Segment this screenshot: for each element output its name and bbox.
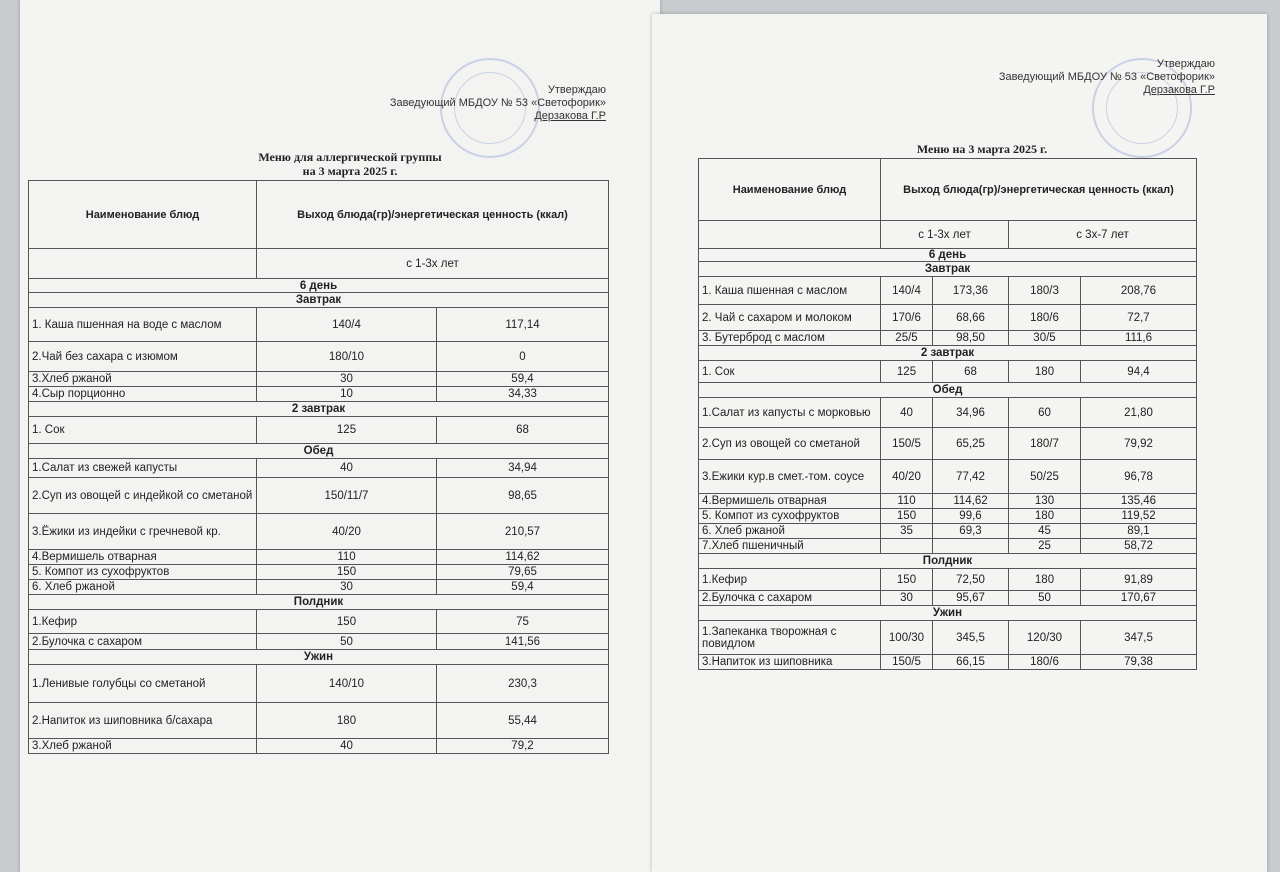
dish-name: 1.Кефир (29, 610, 257, 634)
table-row (699, 621, 1197, 655)
dish-name: 4.Вермишель отварная (699, 494, 881, 509)
dish-output: 50 (257, 634, 437, 650)
dish-kcal: 345,5 (933, 621, 1009, 655)
dish-kcal (933, 539, 1009, 554)
section-breakfast: Завтрак (699, 262, 1197, 277)
right-menu-table (698, 158, 1197, 670)
header-row (29, 181, 609, 249)
table-row (29, 459, 609, 478)
dish-kcal: 72,7 (1081, 305, 1197, 331)
section-row (699, 606, 1197, 621)
dish-output: 100/30 (881, 621, 933, 655)
head-title: Заведующий МБДОУ № 53 «Светофорик» (389, 97, 606, 109)
dish-output: 150/11/7 (257, 478, 437, 514)
dish-kcal: 21,80 (1081, 398, 1197, 428)
section-row (699, 554, 1197, 569)
dish-output: 150/5 (881, 655, 933, 670)
column-header-output: Выход блюда(гр)/энергетическая ценность (ккал) (881, 159, 1197, 221)
dish-output: 150 (881, 569, 933, 591)
table-row (29, 665, 609, 703)
dish-output: 40 (257, 459, 437, 478)
dish-output: 30 (257, 372, 437, 387)
section-breakfast2: 2 завтрак (699, 346, 1197, 361)
age-group-label: с 1-3х лет (257, 249, 609, 279)
dish-kcal: 79,2 (437, 739, 609, 754)
dish-kcal: 141,56 (437, 634, 609, 650)
dish-name: 2. Чай с сахаром и молоком (699, 305, 881, 331)
menu-title (200, 150, 500, 178)
table-row (29, 634, 609, 650)
dish-kcal: 65,25 (933, 428, 1009, 460)
dish-name: 3. Бутерброд с маслом (699, 331, 881, 346)
dish-kcal: 173,36 (933, 277, 1009, 305)
table-row (29, 417, 609, 444)
table-row (29, 387, 609, 402)
dish-name: 3.Хлеб ржаной (29, 372, 257, 387)
section-breakfast2: 2 завтрак (29, 402, 609, 417)
table-row (699, 569, 1197, 591)
left-menu-table (28, 180, 609, 754)
dish-kcal: 68,66 (933, 305, 1009, 331)
dish-name: 1.Салат из свежей капусты (29, 459, 257, 478)
dish-name: 1. Сок (699, 361, 881, 383)
dish-kcal: 119,52 (1081, 509, 1197, 524)
menu-title: Меню на 3 марта 2025 г. (916, 142, 1048, 156)
dish-output: 25/5 (881, 331, 933, 346)
dish-name: 5. Компот из сухофруктов (29, 565, 257, 580)
section-dinner: Ужин (699, 606, 1197, 621)
dish-name: 3.Ежики кур.в смет.-том. соусе (699, 460, 881, 494)
dish-output: 40/20 (881, 460, 933, 494)
section-row (699, 262, 1197, 277)
dish-output: 180/7 (1009, 428, 1081, 460)
dish-kcal: 34,94 (437, 459, 609, 478)
dish-output: 150/5 (881, 428, 933, 460)
dish-output: 110 (257, 550, 437, 565)
dish-name: 1. Каша пшенная с маслом (699, 277, 881, 305)
dish-kcal: 210,57 (437, 514, 609, 550)
section-row (29, 595, 609, 610)
dish-output: 40/20 (257, 514, 437, 550)
dish-name: 4.Вермишель отварная (29, 550, 257, 565)
head-title: Заведующий МБДОУ № 53 «Светофорик» (998, 71, 1215, 83)
table-row (699, 361, 1197, 383)
table-row (29, 703, 609, 739)
dish-output: 50 (1009, 591, 1081, 606)
dish-name: 3.Ёжики из индейки с гречневой кр. (29, 514, 257, 550)
dish-kcal: 208,76 (1081, 277, 1197, 305)
dish-kcal: 77,42 (933, 460, 1009, 494)
dish-kcal: 347,5 (1081, 621, 1197, 655)
dish-kcal: 75 (437, 610, 609, 634)
dish-name: 4.Сыр порционно (29, 387, 257, 402)
dish-name: 1.Салат из капусты с морковью (699, 398, 881, 428)
dish-name: 2.Булочка с сахаром (699, 591, 881, 606)
section-row (699, 346, 1197, 361)
dish-name: 1.Запеканка творожная с повидлом (699, 621, 881, 655)
dish-kcal: 117,14 (437, 308, 609, 342)
age-row (699, 221, 1197, 249)
dish-kcal: 55,44 (437, 703, 609, 739)
table-row (29, 514, 609, 550)
dish-kcal: 59,4 (437, 580, 609, 595)
section-lunch: Обед (699, 383, 1197, 398)
dish-output: 10 (257, 387, 437, 402)
dish-name: 1.Кефир (699, 569, 881, 591)
section-row (699, 383, 1197, 398)
table-row (29, 739, 609, 754)
head-signature: Дерзакова Г.Р (1143, 84, 1215, 96)
table-row (29, 610, 609, 634)
section-dinner: Ужин (29, 650, 609, 665)
table-row (699, 398, 1197, 428)
dish-output: 140/10 (257, 665, 437, 703)
table-row (699, 494, 1197, 509)
table-row (699, 524, 1197, 539)
dish-kcal: 34,96 (933, 398, 1009, 428)
menu-title-line1: Меню для аллергической группы (258, 150, 442, 164)
table-row (29, 580, 609, 595)
dish-name: 6. Хлеб ржаной (29, 580, 257, 595)
table-row (699, 460, 1197, 494)
table-row (29, 342, 609, 372)
dish-output: 40 (881, 398, 933, 428)
dish-output: 40 (257, 739, 437, 754)
table-row (699, 428, 1197, 460)
dish-kcal: 230,3 (437, 665, 609, 703)
section-lunch: Обед (29, 444, 609, 459)
dish-output: 25 (1009, 539, 1081, 554)
dish-kcal: 68 (933, 361, 1009, 383)
dish-output: 125 (881, 361, 933, 383)
dish-kcal: 89,1 (1081, 524, 1197, 539)
dish-name: 1.Ленивые голубцы со сметаной (29, 665, 257, 703)
day-row (29, 279, 609, 293)
dish-output: 125 (257, 417, 437, 444)
section-row (29, 402, 609, 417)
dish-output: 30/5 (1009, 331, 1081, 346)
dish-output: 180/3 (1009, 277, 1081, 305)
dish-output: 180 (257, 703, 437, 739)
dish-kcal: 170,67 (1081, 591, 1197, 606)
dish-kcal: 79,92 (1081, 428, 1197, 460)
dish-kcal: 99,6 (933, 509, 1009, 524)
dish-name: 2.Булочка с сахаром (29, 634, 257, 650)
day-label: 6 день (29, 279, 609, 293)
table-row (29, 372, 609, 387)
dish-output: 140/4 (257, 308, 437, 342)
table-row (699, 655, 1197, 670)
age-row (29, 249, 609, 279)
dish-name: 3.Хлеб ржаной (29, 739, 257, 754)
dish-name: 2.Чай без сахара с изюмом (29, 342, 257, 372)
dish-kcal: 94,4 (1081, 361, 1197, 383)
dish-kcal: 0 (437, 342, 609, 372)
section-snack: Полдник (699, 554, 1197, 569)
dish-output: 150 (257, 610, 437, 634)
dish-kcal: 69,3 (933, 524, 1009, 539)
dish-kcal: 114,62 (933, 494, 1009, 509)
dish-output: 180 (1009, 569, 1081, 591)
header-row (699, 159, 1197, 221)
dish-kcal: 111,6 (1081, 331, 1197, 346)
section-row (29, 293, 609, 308)
dish-name: 2.Напиток из шиповника б/сахара (29, 703, 257, 739)
table-row (699, 509, 1197, 524)
day-label: 6 день (699, 249, 1197, 262)
table-row (699, 539, 1197, 554)
section-row (29, 650, 609, 665)
table-row (29, 308, 609, 342)
dish-kcal: 72,50 (933, 569, 1009, 591)
dish-name: 2.Суп из овощей с индейкой со сметаной (29, 478, 257, 514)
dish-name: 5. Компот из сухофруктов (699, 509, 881, 524)
approval-label: Утверждаю (1156, 58, 1215, 70)
dish-kcal: 66,15 (933, 655, 1009, 670)
head-signature: Дерзакова Г.Р (534, 110, 606, 122)
dish-output: 180/6 (1009, 655, 1081, 670)
section-snack: Полдник (29, 595, 609, 610)
age-group-1: с 1-3х лет (881, 221, 1009, 249)
dish-output: 45 (1009, 524, 1081, 539)
table-row (699, 277, 1197, 305)
dish-output: 170/6 (881, 305, 933, 331)
blank-cell (699, 221, 881, 249)
dish-output: 180/6 (1009, 305, 1081, 331)
day-row (699, 249, 1197, 262)
dish-kcal: 59,4 (437, 372, 609, 387)
table-row (699, 305, 1197, 331)
table-row (699, 331, 1197, 346)
menu-title-line2: на 3 марта 2025 г. (302, 164, 398, 178)
dish-output: 140/4 (881, 277, 933, 305)
table-row (29, 478, 609, 514)
dish-output: 180 (1009, 361, 1081, 383)
dish-kcal: 96,78 (1081, 460, 1197, 494)
age-group-2: с 3х-7 лет (1009, 221, 1197, 249)
section-breakfast: Завтрак (29, 293, 609, 308)
dish-output: 110 (881, 494, 933, 509)
dish-kcal: 95,67 (933, 591, 1009, 606)
dish-kcal: 79,38 (1081, 655, 1197, 670)
section-row (29, 444, 609, 459)
dish-name: 2.Суп из овощей со сметаной (699, 428, 881, 460)
dish-name: 1. Сок (29, 417, 257, 444)
table-row (29, 550, 609, 565)
dish-name: 1. Каша пшенная на воде с маслом (29, 308, 257, 342)
dish-kcal: 91,89 (1081, 569, 1197, 591)
right-menu-sheet (652, 14, 1267, 872)
dish-output (881, 539, 933, 554)
dish-output: 180/10 (257, 342, 437, 372)
dish-output: 60 (1009, 398, 1081, 428)
approval-label: Утверждаю (547, 84, 606, 96)
approval-block (999, 58, 1215, 97)
approval-block (390, 84, 606, 123)
left-menu-sheet (20, 0, 660, 872)
dish-kcal: 68 (437, 417, 609, 444)
dish-kcal: 58,72 (1081, 539, 1197, 554)
blank-cell (29, 249, 257, 279)
dish-output: 30 (257, 580, 437, 595)
dish-output: 150 (257, 565, 437, 580)
dish-name: 7.Хлеб пшеничный (699, 539, 881, 554)
column-header-name: Наименование блюд (699, 159, 881, 221)
dish-kcal: 34,33 (437, 387, 609, 402)
dish-kcal: 135,46 (1081, 494, 1197, 509)
dish-output: 120/30 (1009, 621, 1081, 655)
dish-kcal: 98,50 (933, 331, 1009, 346)
dish-name: 3.Напиток из шиповника (699, 655, 881, 670)
column-header-output: Выход блюда(гр)/энергетическая ценность (ккал) (257, 181, 609, 249)
table-row (699, 591, 1197, 606)
dish-kcal: 79,65 (437, 565, 609, 580)
dish-output: 30 (881, 591, 933, 606)
dish-output: 130 (1009, 494, 1081, 509)
dish-output: 35 (881, 524, 933, 539)
dish-output: 150 (881, 509, 933, 524)
dish-kcal: 98,65 (437, 478, 609, 514)
dish-kcal: 114,62 (437, 550, 609, 565)
dish-name: 6. Хлеб ржаной (699, 524, 881, 539)
dish-output: 50/25 (1009, 460, 1081, 494)
dish-output: 180 (1009, 509, 1081, 524)
column-header-name: Наименование блюд (29, 181, 257, 249)
table-row (29, 565, 609, 580)
